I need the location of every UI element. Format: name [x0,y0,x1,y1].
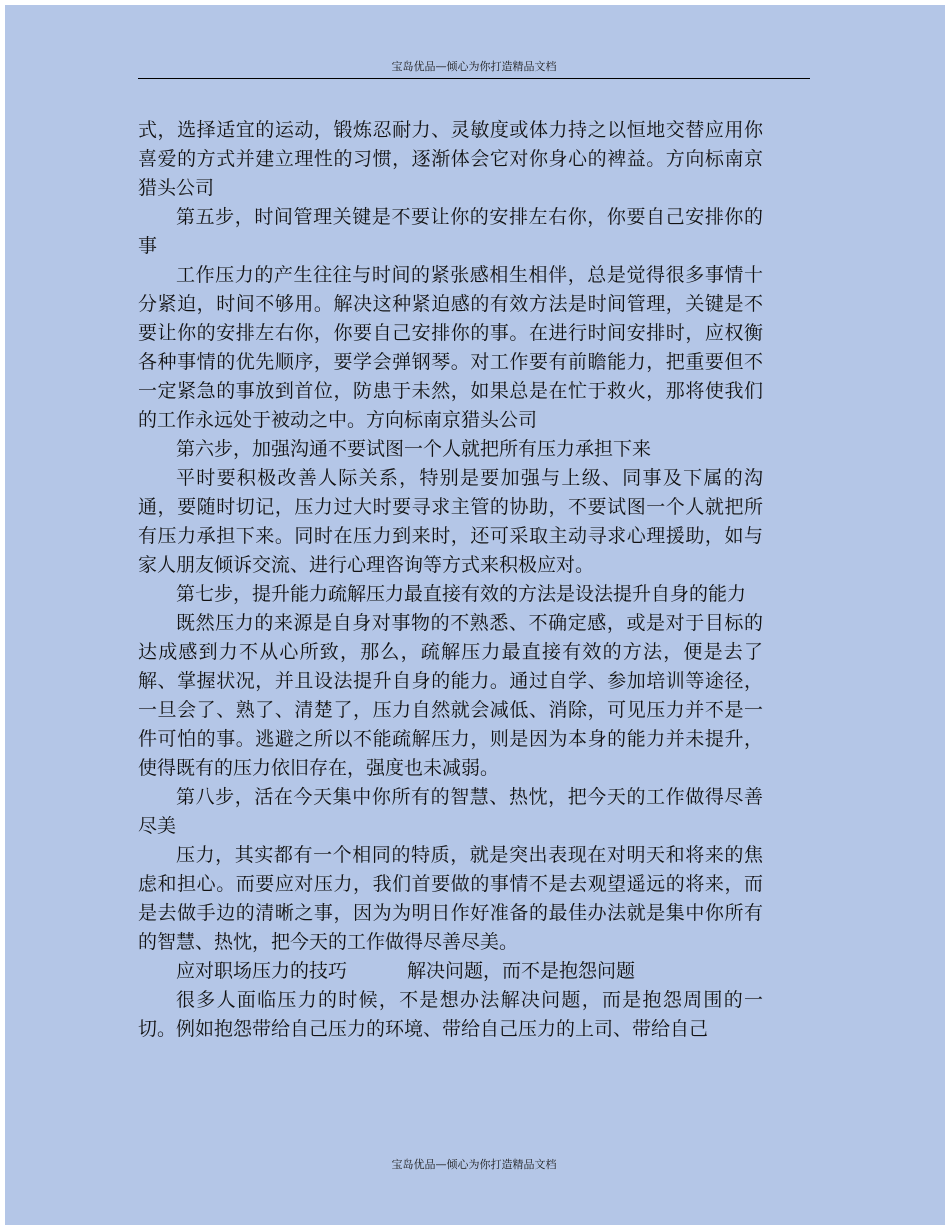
tips-heading: 应对职场压力的技巧 [176,960,348,982]
step-five-heading: 第五步，时间管理关键是不要让你的安排左右你，你要自己安排你的事 [138,206,763,257]
step-eight-paragraph: 压力，其实都有一个相同的特质，就是突出表现在对明天和将来的焦虑和担心。而要应对压力，我们首要做的事情不是去观望遥远的将来，而是去做手边的清晰之事，因为为明日作好准备的最佳办法就是集中你所有的智慧、热忱，把今天的工作做得尽善尽美。 [138,844,763,953]
step-seven-paragraph: 既然压力的来源是自身对事物的不熟悉、不确定感，或是对于目标的达成感到力不从心所致，那么，疏解压力最直接有效的方法，便是去了解、掌握状况，并且设法提升自身的能力。通过自学、参加培训等途径，一旦会了、熟了、清楚了，压力自然就会减低、消除，可见压力并不是一件可怕的事。逃避之所以不能疏解压力，则是因为本身的能力并未提升，使得既有的压力依旧存在，强度也未减弱。 [138,612,763,779]
page-header: 宝岛优品—倾心为你打造精品文档 [138,60,810,79]
tips-subheading: 解决问题，而不是抱怨问题 [407,960,636,982]
step-six-paragraph: 平时要积极改善人际关系，特别是要加强与上级、同事及下属的沟通，要随时切记，压力过大时要寻求主管的协助，不要试图一个人就把所有压力承担下来。同时在压力到来时，还可采取主动寻求心理援助，如与家人朋友倾诉交流、进行心理咨询等方式来积极应对。 [138,467,763,576]
step-eight-heading: 第八步，活在今天集中你所有的智慧、热忱，把今天的工作做得尽善尽美 [138,786,763,837]
tips-heading-line [138,957,763,986]
step-six-heading: 第六步，加强沟通不要试图一个人就把所有压力承担下来 [176,438,652,460]
last-paragraph: 很多人面临压力的时候，不是想办法解决问题，而是抱怨周围的一切。例如抱怨带给自己压力的环境、带给自己压力的上司、带给自己 [138,989,763,1040]
step-seven-heading: 第七步，提升能力疏解压力最直接有效的方法是设法提升自身的能力 [176,583,747,605]
document-body [138,116,763,1044]
page-footer: 宝岛优品—倾心为你打造精品文档 [391,1158,557,1171]
document-page [5,5,945,1225]
paragraph-continuation: 式，选择适宜的运动，锻炼忍耐力、灵敏度或体力持之以恒地交替应用你喜爱的方式并建立理性的习惯，逐渐体会它对你身心的裨益。方向标南京猎头公司 [138,119,763,199]
step-five-paragraph: 工作压力的产生往往与时间的紧张感相生相伴，总是觉得很多事情十分紧迫，时间不够用。解决这种紧迫感的有效方法是时间管理，关键是不要让你的安排左右你，你要自己安排你的事。在进行时间安排时，应权衡各种事情的优先顺序，要学会弹钢琴。对工作要有前瞻能力，把重要但不一定紧急的事放到首位，防患于未然，如果总是在忙于救火，那将使我们的工作永远处于被动之中。方向标南京猎头公司 [138,264,763,431]
